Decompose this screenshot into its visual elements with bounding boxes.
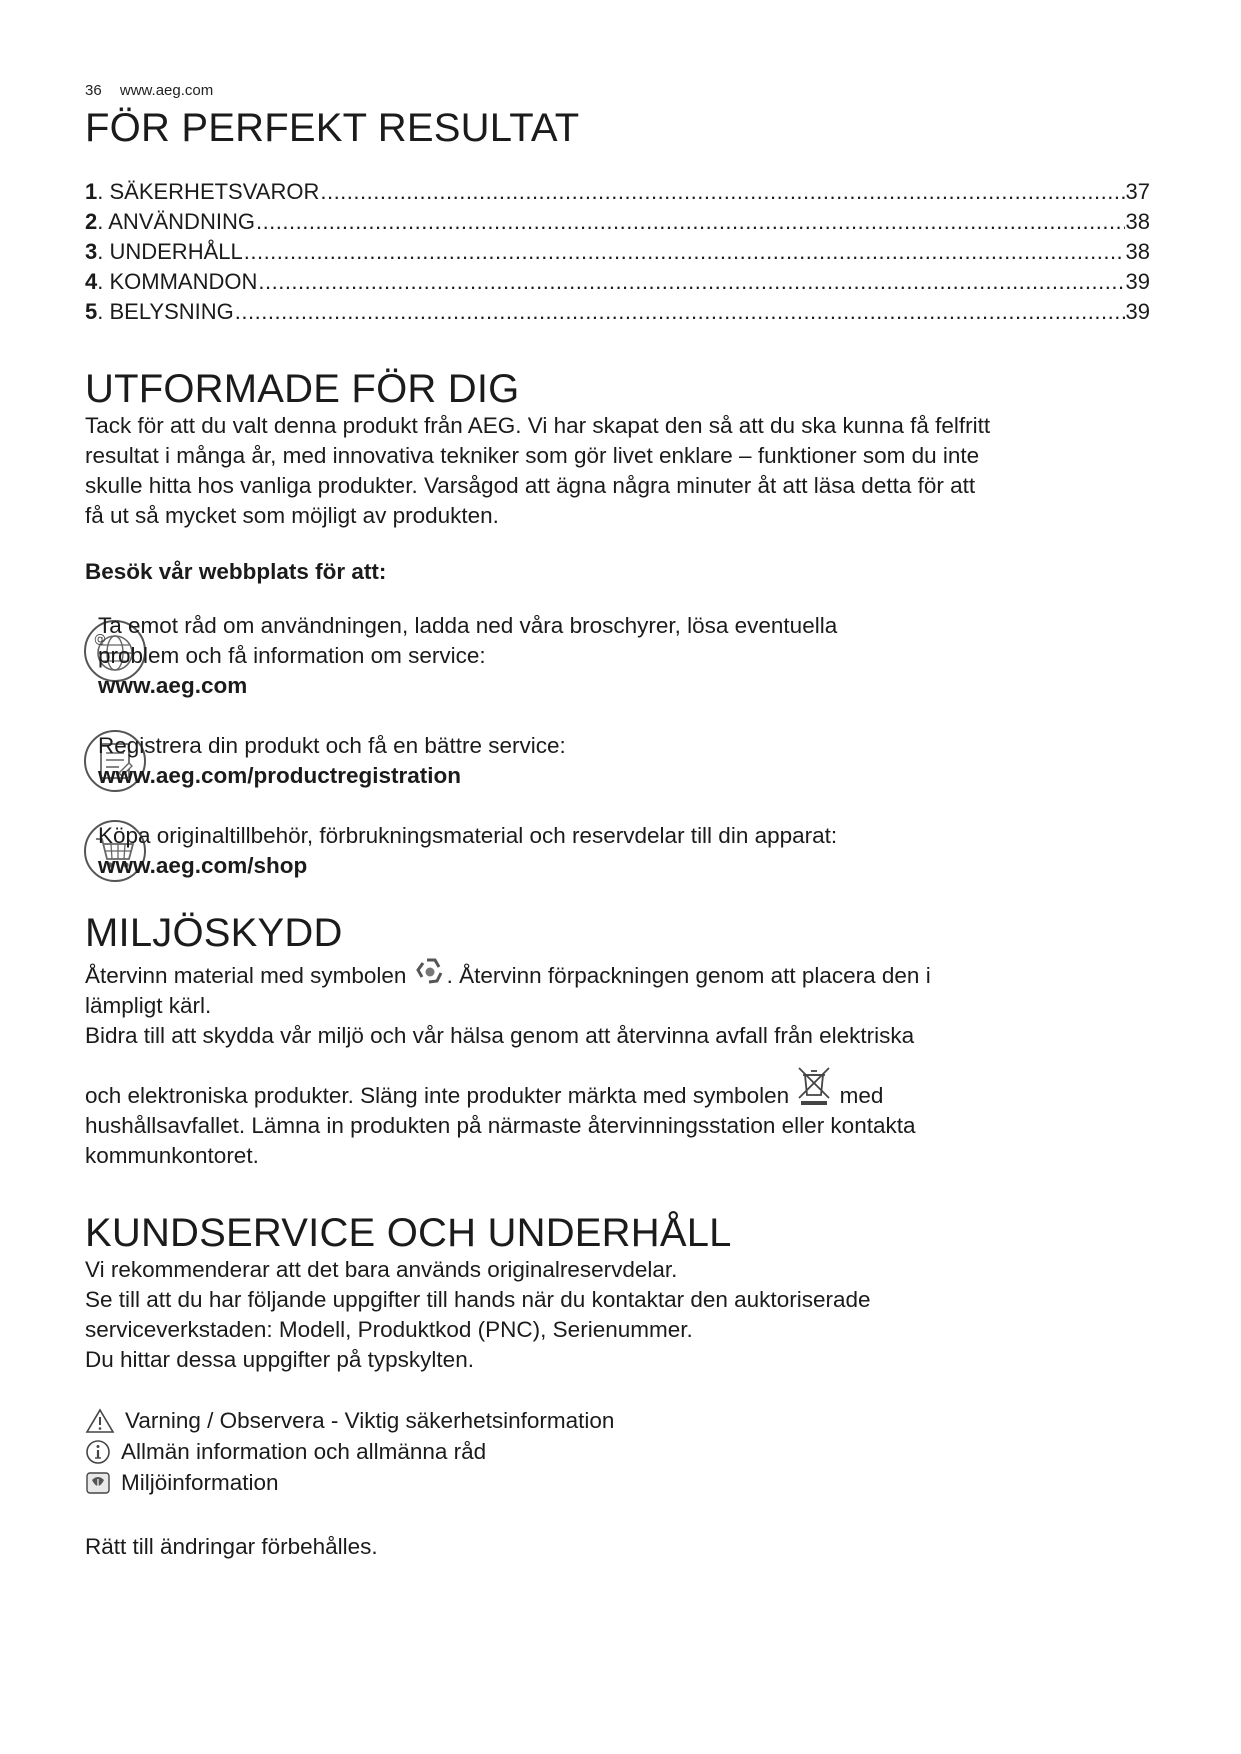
table-of-contents	[85, 177, 1150, 327]
svg-text:@: @	[94, 632, 106, 646]
visit-heading: Besök vår webbplats för att:	[85, 559, 387, 584]
designed-text-line: skulle hitta hos vanliga produkter. Varsågod att ägna några minuter åt att läsa detta för att	[85, 473, 976, 498]
shop-link[interactable]: www.aeg.com/shop	[98, 853, 308, 878]
service-text-line: Vi rekommenderar att det bara används originalreservdelar.	[85, 1257, 678, 1282]
environment-section	[85, 911, 1165, 1171]
environment-text-line: lämpligt kärl.	[85, 993, 212, 1018]
environment-text-line: Återvinn material med symbolen . Återvinn förpackningen genom att placera den i	[85, 955, 1125, 991]
toc-item[interactable]: 1 . SÄKERHETSVAROR ..... 37	[85, 177, 1150, 207]
warning-triangle-icon	[85, 1408, 115, 1434]
service-section	[85, 1211, 1165, 1375]
environment-text-line: och elektroniska produkter. Släng inte produkter märkta med symbolen med	[85, 1065, 1125, 1111]
service-heading: KUNDSERVICE OCH UNDERHÅLL	[85, 1211, 732, 1255]
page-number: 36	[85, 82, 102, 99]
info-icon	[85, 1439, 111, 1465]
visit-item	[85, 731, 1165, 791]
page-header	[85, 82, 1165, 99]
service-text-line: Du hittar dessa uppgifter på typskylten.	[85, 1347, 474, 1372]
service-text-line: Se till att du har följande uppgifter till hands när du kontaktar den auktoriserade	[85, 1287, 871, 1312]
website-link[interactable]: www.aeg.com	[98, 673, 248, 698]
environment-heading: MILJÖSKYDD	[85, 911, 343, 955]
toc-page: 38	[1125, 209, 1150, 234]
visit-text-line: problem och få information om service:	[98, 643, 486, 668]
environment-text-line: Bidra till att skydda vår miljö och vår hälsa genom att återvinna avfall från elektriska	[85, 1023, 915, 1048]
toc-item[interactable]: 3 . UNDERHÅLL ..... 38	[85, 237, 1150, 267]
toc-item[interactable]: 4 . KOMMANDON ..... 39	[85, 267, 1150, 297]
designed-heading: UTFORMADE FÖR DIG	[85, 367, 520, 411]
legend-label: Miljöinformation	[121, 1469, 279, 1495]
legend-label: Varning / Observera - Viktig säkerhetsinformation	[125, 1407, 615, 1433]
visit-item	[85, 611, 1165, 701]
legend-item	[85, 1405, 1165, 1436]
environment-text-line: kommunkontoret.	[85, 1143, 259, 1168]
header-url[interactable]: www.aeg.com	[119, 82, 214, 99]
footer-note: Rätt till ändringar förbehålles.	[85, 1534, 378, 1559]
manual-page	[85, 82, 1165, 1562]
designed-for-you-section	[85, 367, 1165, 531]
service-text-line: serviceverkstaden: Modell, Produktkod (PNC), Serienummer.	[85, 1317, 693, 1342]
toc-page: 39	[1125, 269, 1150, 294]
registration-link[interactable]: www.aeg.com/productregistration	[98, 763, 461, 788]
visit-item	[85, 821, 1165, 881]
legend-label: Allmän information och allmänna råd	[121, 1438, 487, 1464]
toc-page: 38	[1125, 239, 1150, 264]
toc-item[interactable]: 5 . BELYSNING ..... 39	[85, 297, 1150, 327]
symbol-legend	[85, 1405, 1165, 1498]
visit-section	[85, 557, 1165, 881]
legend-item	[85, 1467, 1165, 1498]
page-title: FÖR PERFEKT RESULTAT	[85, 106, 580, 150]
visit-text-line: Köpa originaltillbehör, förbrukningsmaterial och reservdelar till din apparat:	[98, 823, 838, 848]
environment-text-line: hushållsavfallet. Lämna in produkten på närmaste återvinningsstation eller kontakta	[85, 1113, 916, 1138]
designed-text-line: resultat i många år, med innovativa tekniker som gör livet enklare – funktioner som du inte	[85, 443, 980, 468]
visit-text-line: Ta emot råd om användningen, ladda ned våra broschyrer, lösa eventuella	[98, 613, 838, 638]
toc-item[interactable]: 2 . ANVÄNDNING ..... 38	[85, 207, 1150, 237]
visit-text-line: Registrera din produkt och få en bättre service:	[98, 733, 566, 758]
crossed-bin-icon	[795, 1065, 833, 1107]
toc-page: 37	[1125, 179, 1150, 204]
toc-page: 39	[1125, 299, 1150, 324]
legend-item	[85, 1436, 1165, 1467]
environment-info-icon	[85, 1470, 111, 1496]
recycle-icon	[413, 955, 447, 989]
designed-text-line: Tack för att du valt denna produkt från AEG. Vi har skapat den så att du ska kunna få felfritt	[85, 413, 991, 438]
designed-text-line: få ut så mycket som möjligt av produkten.	[85, 503, 499, 528]
